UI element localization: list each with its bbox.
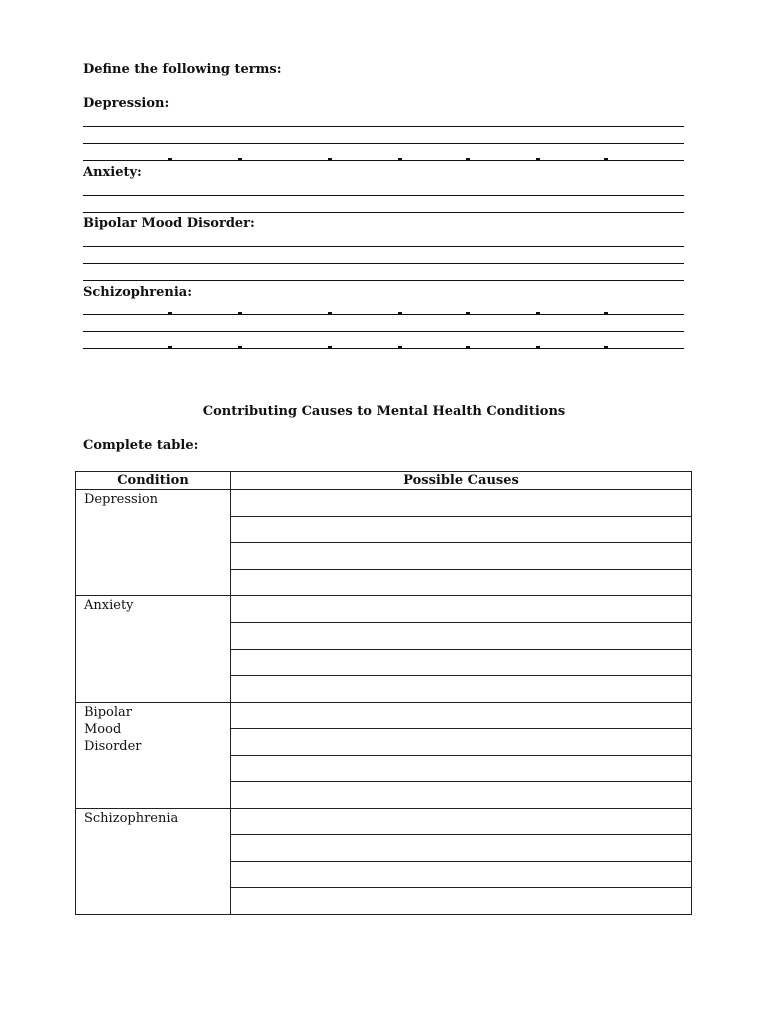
condition-cell: Schizophrenia bbox=[76, 808, 231, 914]
line-segment-mark bbox=[536, 312, 540, 314]
line-segment-mark bbox=[536, 346, 540, 348]
line-segment-mark bbox=[168, 312, 172, 314]
line-segment-mark bbox=[328, 158, 332, 160]
cause-cell[interactable] bbox=[231, 888, 692, 915]
cause-cell[interactable] bbox=[231, 516, 692, 543]
cause-cell[interactable] bbox=[231, 649, 692, 676]
cause-cell[interactable] bbox=[231, 490, 692, 517]
cause-cell[interactable] bbox=[231, 676, 692, 703]
line-segment-mark bbox=[604, 312, 608, 314]
cause-cell[interactable] bbox=[231, 782, 692, 809]
cause-cell[interactable] bbox=[231, 702, 692, 729]
line-segment-mark bbox=[238, 158, 242, 160]
answer-line[interactable] bbox=[83, 331, 684, 332]
header-possible-causes: Possible Causes bbox=[231, 472, 692, 490]
table-header-row bbox=[76, 472, 692, 490]
answer-line[interactable] bbox=[83, 143, 684, 144]
answer-line[interactable] bbox=[83, 212, 684, 213]
answer-line[interactable] bbox=[83, 126, 684, 127]
answer-line[interactable] bbox=[83, 263, 684, 264]
cause-cell[interactable] bbox=[231, 569, 692, 596]
cause-cell[interactable] bbox=[231, 861, 692, 888]
line-segment-mark bbox=[398, 346, 402, 348]
causes-table bbox=[75, 471, 692, 915]
table-row bbox=[76, 702, 692, 729]
table-row bbox=[76, 490, 692, 517]
line-segment-mark bbox=[604, 158, 608, 160]
line-segment-mark bbox=[168, 346, 172, 348]
line-segment-mark bbox=[238, 346, 242, 348]
cause-cell[interactable] bbox=[231, 808, 692, 835]
table-row bbox=[76, 596, 692, 623]
term-label-schizophrenia: Schizophrenia: bbox=[83, 285, 193, 300]
line-segment-mark bbox=[466, 346, 470, 348]
term-label-anxiety: Anxiety: bbox=[83, 165, 142, 180]
answer-line[interactable] bbox=[83, 348, 684, 349]
condition-cell: Bipolar Mood Disorder bbox=[76, 702, 231, 808]
instructions-heading: Define the following terms: bbox=[83, 62, 282, 77]
term-label-depression: Depression: bbox=[83, 96, 170, 111]
answer-line[interactable] bbox=[83, 314, 684, 315]
answer-line[interactable] bbox=[83, 195, 684, 196]
section-title: Contributing Causes to Mental Health Conditions bbox=[202, 404, 566, 419]
line-segment-mark bbox=[466, 158, 470, 160]
header-condition: Condition bbox=[76, 472, 231, 490]
line-segment-mark bbox=[168, 158, 172, 160]
cause-cell[interactable] bbox=[231, 835, 692, 862]
line-segment-mark bbox=[328, 346, 332, 348]
answer-line[interactable] bbox=[83, 246, 684, 247]
cause-cell[interactable] bbox=[231, 729, 692, 756]
cause-cell[interactable] bbox=[231, 623, 692, 650]
line-segment-mark bbox=[398, 312, 402, 314]
cause-cell[interactable] bbox=[231, 596, 692, 623]
table-row bbox=[76, 808, 692, 835]
condition-cell: Anxiety bbox=[76, 596, 231, 702]
answer-line[interactable] bbox=[83, 280, 684, 281]
line-segment-mark bbox=[604, 346, 608, 348]
line-segment-mark bbox=[398, 158, 402, 160]
cause-cell[interactable] bbox=[231, 543, 692, 570]
line-segment-mark bbox=[536, 158, 540, 160]
cause-cell[interactable] bbox=[231, 755, 692, 782]
line-segment-mark bbox=[238, 312, 242, 314]
line-segment-mark bbox=[466, 312, 470, 314]
table-intro: Complete table: bbox=[83, 438, 199, 453]
term-label-bipolar: Bipolar Mood Disorder: bbox=[83, 216, 255, 231]
answer-line[interactable] bbox=[83, 160, 684, 161]
condition-cell: Depression bbox=[76, 490, 231, 596]
line-segment-mark bbox=[328, 312, 332, 314]
